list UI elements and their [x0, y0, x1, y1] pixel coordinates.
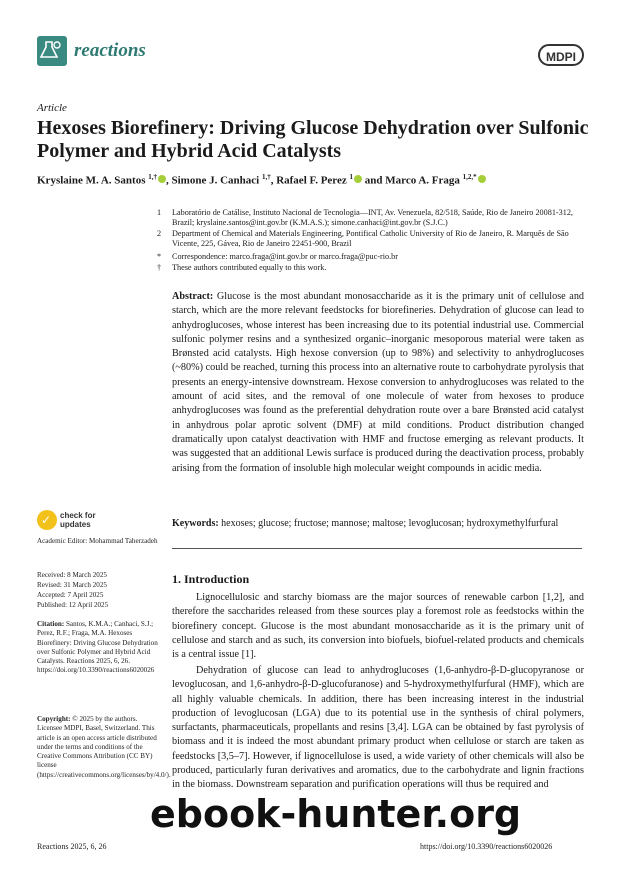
affiliation: 1 Laboratório de Catálise, Instituto Nacional de Tecnologia—INT, Av. Venezuela, 82/518, Saúde, Rio de Janeiro 20081-312, Brazil; kryslaine.santos@int.gov.br (K.M.A.S.); simone.canhaci@int.gov.br (S.J.C.)	[157, 208, 573, 228]
publisher-logo[interactable]: MDPI	[538, 44, 584, 66]
date-received: Received: 8 March 2025	[37, 571, 107, 579]
author-affiliation-mark: 1,†	[261, 173, 271, 181]
date-accepted: Accepted: 7 April 2025	[37, 591, 104, 599]
author-affiliation-mark: 1,†	[148, 173, 157, 181]
orcid-icon[interactable]	[354, 175, 362, 183]
keywords	[172, 517, 592, 531]
author-name[interactable]: Rafael F. Perez	[276, 174, 347, 187]
checkmark-icon: ✓	[41, 513, 52, 527]
section-heading: 1. Introduction	[172, 572, 250, 586]
affiliation: 2 Department of Chemical and Materials Engineering, Pontifical Catholic University of Rio de Janeiro, R. Marquês de São Vicente, 225, Gávea, Rio de Janeiro 22451-900, Brazil	[157, 229, 569, 249]
orcid-icon[interactable]	[158, 175, 166, 183]
copyright: Copyright: © 2025 by the authors. Licensee MDPI, Basel, Switzerland. This article is an open access article distributed under the terms and conditions of the Creative Commons Attribution (CC BY) license (https://creativecommons.org/licenses/by/4.0/).	[37, 715, 171, 779]
academic-editor: Academic Editor: Mohammad Taherzadeh	[37, 537, 158, 545]
paragraph: Lignocellulosic and starchy biomass are the major sources of renewable carbon [1,2], and therefore the saccharides released from these sources play a foremost role as feedstocks within the biorefinery concept. Glucose is the most abundant monosaccharide as it is the primary unit of cellulose and starch and as such, its conversion into biofuels, biofuel-related products and chemicals is a central issue [1].	[172, 592, 584, 661]
keywords-text: hexoses; glucose; fructose; mannose; maltose; levoglucosan; hydroxymethylfurfural	[221, 518, 559, 529]
watermark: ebook-hunter.org	[150, 792, 522, 836]
author-affiliation-mark: 1	[349, 173, 354, 181]
paragraph: Dehydration of glucose can lead to anhydroglucoses (1,6-anhydro-β-D-glucopyranose or levoglucosan, and 1,6-anhydro-β-D-glucofuranose) and 5-hydroxymethylfurfural (HMF), which are all highly valuable chemicals. In addition, there has been increasing interest in the industrial production of levoglucosan (LGA) due to its potential use in the synthesis of chiral polymers, surfactants, pharmaceuticals, propellants and resins [3,4]. LGA can be obtained by fast pyrolysis of biomass and it is indeed the most abundant primary product when cellulose or starch are taken as feedstocks [3,5–7]. However, if lignocellulose is used, a wide variety of other chemicals will also be produced, particularly furan derivatives and aromatics, due to the carbohydrate and lignin fractions in the biomass. Downstream separation and purification operations will thus be required and	[172, 665, 584, 791]
author-name[interactable]: Marco A. Fraga	[385, 174, 460, 187]
author-name[interactable]: Simone J. Canhaci	[171, 174, 260, 187]
abstract	[172, 290, 584, 476]
date-revised: Revised: 31 March 2025	[37, 581, 107, 589]
check-for-updates-label[interactable]: check for updates	[60, 511, 96, 529]
author-affiliation-mark: 1,2,*	[462, 173, 477, 181]
article-title: Hexoses Biorefinery: Driving Glucose Dehydration over Sulfonic Polymer and Hybrid Acid Catalysts	[37, 117, 589, 162]
date-published: Published: 12 April 2025	[37, 601, 109, 609]
abstract-label: Abstract:	[172, 291, 214, 302]
section-divider	[172, 548, 582, 549]
journal-name[interactable]: reactions	[74, 40, 146, 61]
footer-citation: Reactions 2025, 6, 26	[37, 842, 107, 851]
footer-doi-link[interactable]: https://doi.org/10.3390/reactions6020026	[420, 842, 553, 851]
orcid-icon[interactable]	[478, 175, 486, 183]
correspondence: * Correspondence: marco.fraga@int.gov.br or marco.fraga@puc-rio.br	[157, 252, 398, 261]
author-name[interactable]: Kryslaine M. A. Santos	[37, 174, 146, 187]
keywords-label: Keywords:	[172, 518, 219, 529]
article-type: Article	[37, 102, 67, 114]
citation: Citation: Santos, K.M.A.; Canhaci, S.J.; Perez, R.F.; Fraga, M.A. Hexoses Biorefinery: Driving Glucose Dehydration over Sulfonic Polymer and Hybrid Acid Catalysts. Reactions 2025, 6, 26. https://doi.org/10.3390/reactions6020026	[37, 620, 158, 675]
equal-contribution-note: † These authors contributed equally to this work.	[157, 263, 327, 272]
author-list: Kryslaine M. A. Santos $^{1,\dagger}$ , Simone J. Canhaci $^{1,\dagger}$, Rafael F. Perez $^1$ and Marco A. Fraga $^{1,2,*}$	[37, 173, 597, 187]
journal-logo-icon	[37, 36, 67, 66]
abstract-text: Glucose is the most abundant monosaccharide as it is the primary unit of cellulose and starch, which are the more relevant feedstocks for biorefineries. Dehydration of glucose can lead to anhydroglucoses, whose interest has been increasing due to its potential industrial use. Commercial sulfonic polymer resins and a synthesized organic–inorganic mesoporous material were taken as Brønsted acid catalysts. High hexose conversion (up to 98%) and selectivity to anhydroglucoses (~80%) could be reached, turning this process into an alternative route to carbohydrate pyrolysis that presents an energy-intensive downstream. Hexose conversion to anhydroglucoses was related to the amount of acid sites, and the removal of one molecule of water from hexoses to produce anhydroglucoses was found as the preferential dehydration route over a bare Brønsted acid catalyst in anhydrous polar aprotic solvent (DMF) at mild conditions. Product distribution changed dramatically upon catalyst deactivation with HMF and fructose emerging as relevant products. It was suggested that an additional Lewis surface is produced during the deactivation process, probably arising from the formation of insoluble high molecular weight compounds in acidic media.	[172, 291, 585, 474]
